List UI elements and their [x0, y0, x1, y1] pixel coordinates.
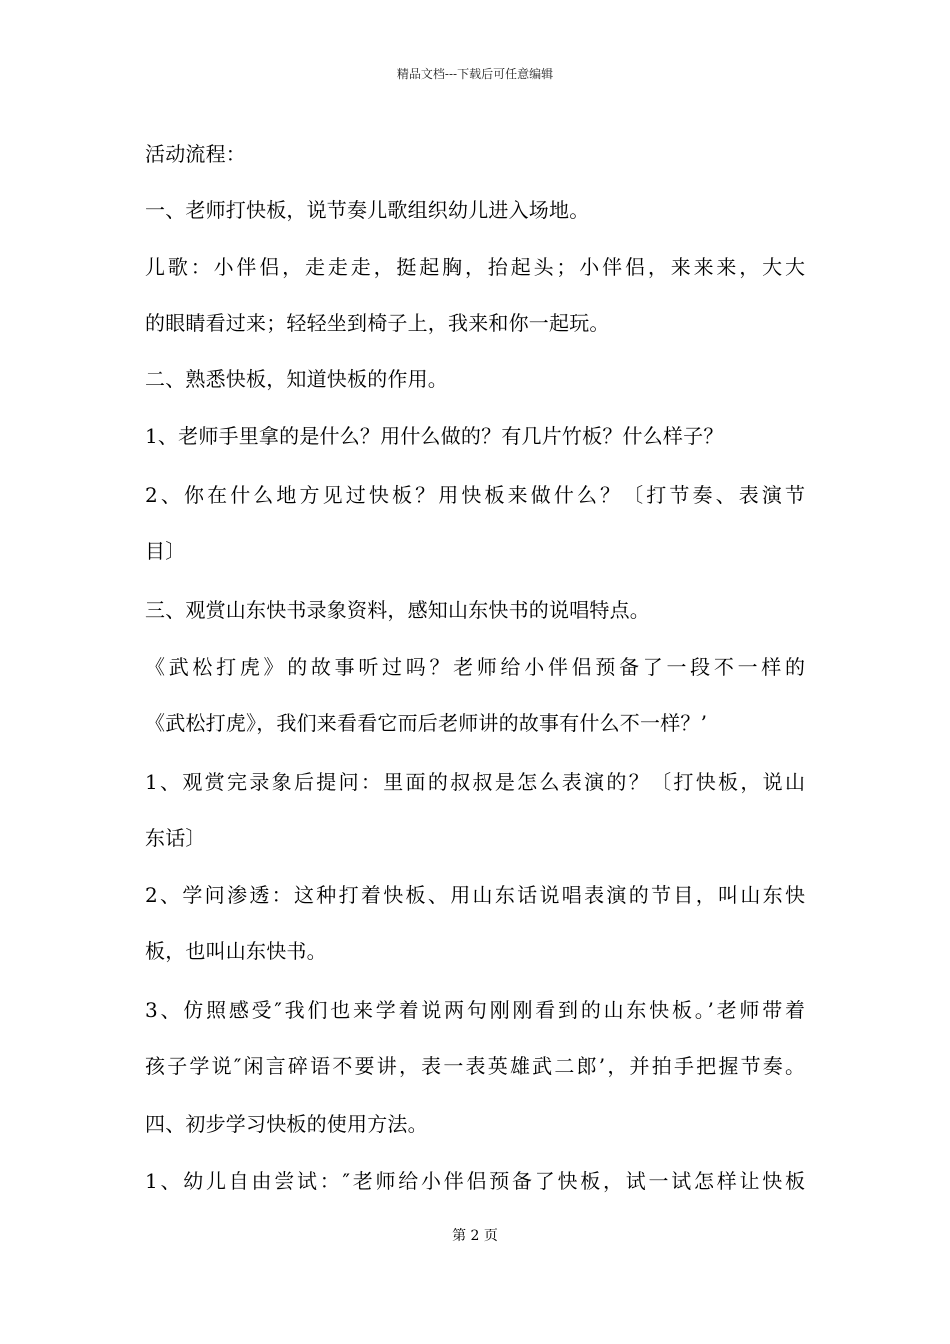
- text-line: 一、老师打快板，说节奏儿歌组织幼儿进入场地。: [145, 198, 590, 222]
- text-line: 目〕: [145, 539, 186, 563]
- text-line: 2、学问渗透：这种打着快板、用山东话说唱表演的节目，叫山东快: [145, 883, 805, 907]
- text-line: 2、你在什么地方见过快板？用快板来做什么？〔打节奏、表演节: [145, 483, 805, 507]
- text-line: 《武松打虎》，我们来看看它而后老师讲的故事有什么不一样？’: [145, 711, 708, 735]
- page-header: 精品文档---下载后可任意编辑: [396, 67, 554, 81]
- text-line: 三、观赏山东快书录象资料，感知山东快书的说唱特点。: [145, 598, 650, 622]
- text-line: 二、熟悉快板，知道快板的作用。: [145, 367, 448, 391]
- text-line: 的眼睛看过来；轻轻坐到椅子上，我来和你一起玩。: [145, 311, 610, 335]
- text-line: 《武松打虎》的故事听过吗？老师给小伴侣预备了一段不一样的: [145, 655, 805, 679]
- text-line: 3、仿照感受″我们也来学着说两句刚刚看到的山东快板。’老师带着: [145, 998, 805, 1022]
- text-line: 1、老师手里拿的是什么？用什么做的？有几片竹板？什么样子？: [145, 424, 724, 448]
- page-number: 第 2 页: [452, 1228, 498, 1244]
- text-line: 1、观赏完录象后提问：里面的叔叔是怎么表演的？〔打快板，说山: [145, 770, 805, 794]
- text-line: 活动流程：: [145, 142, 246, 166]
- text-line: 四、初步学习快板的使用方法。: [145, 1112, 428, 1136]
- text-line: 孩子学说″闲言碎语不要讲，表一表英雄武二郎’，并拍手把握节奏。: [145, 1054, 805, 1078]
- text-line: 板，也叫山东快书。: [145, 939, 327, 963]
- text-line: 东话〕: [145, 826, 206, 850]
- text-line: 儿歌：小伴侣，走走走，挺起胸，抬起头；小伴侣，来来来，大大: [145, 255, 805, 279]
- text-line: 1、幼儿自由尝试：″老师给小伴侣预备了快板，试一试怎样让快板: [145, 1169, 805, 1193]
